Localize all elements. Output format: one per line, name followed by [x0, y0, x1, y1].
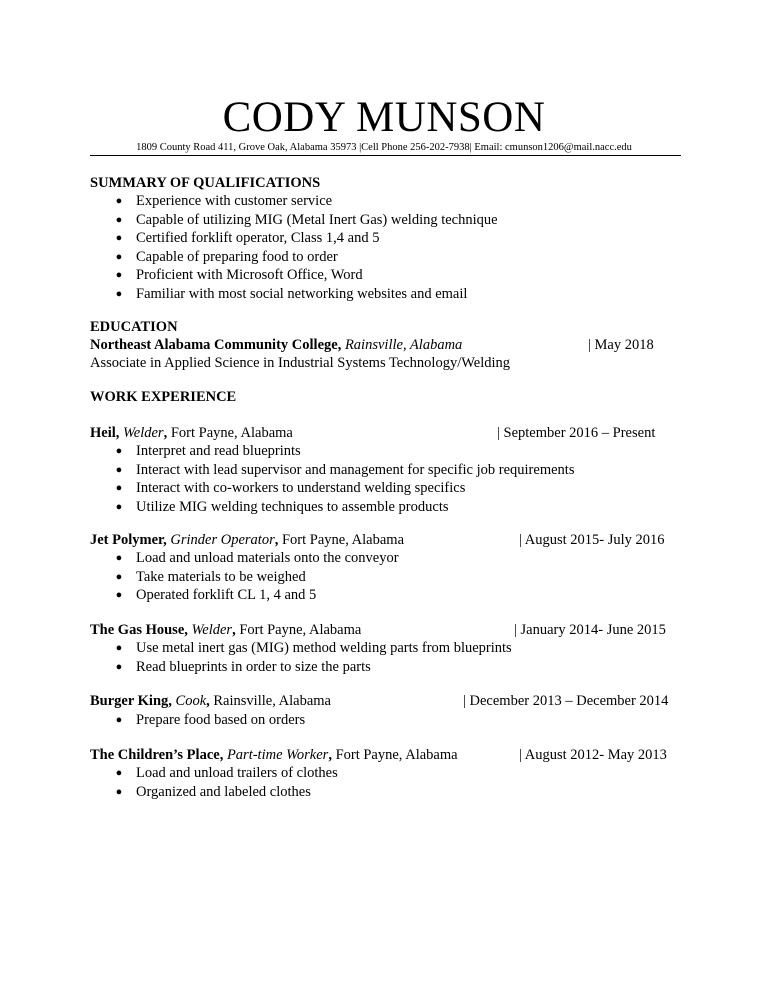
job-title: Cook	[175, 693, 207, 709]
work-heading: WORK EXPERIENCE	[90, 389, 237, 405]
job-employer: Heil,	[90, 425, 120, 441]
header-divider	[90, 155, 681, 156]
summary-heading: SUMMARY OF QUALIFICATIONS	[90, 175, 321, 191]
bullet-icon: ●	[115, 589, 123, 601]
job-date: | August 2012- May 2013	[519, 747, 667, 763]
resume-page: CODY MUNSON 1809 County Road 411, Grove Oak, Alabama 35973 |Cell Phone 256-202-7938| Email: cmunson1206@mail.nacc.edu SUMMARY OF QUALIFICATIONS ● Experience with customer service ● Capable of utilizing MIG (Metal Inert Gas) welding technique ● Certified forklift operator, Class 1,4 and 5 ● Capable of preparing food to order ● Proficient with Microsoft Office, Word ● Familiar with most social networking websites and email EDUCATION Northeast Alabama Community College, Rainsville, Alabama | May 2018 Associate in Applied Science in Industrial Systems Technology/Welding WORK EXPERIENCE Heil, Welder, Fort Payne, Alabama | September 2016 – Present ● Interpret and read blueprints ● Interact with lead supervisor and management for specific job requirements ● Interact with co-workers to understand welding specifics ● Utilize MIG welding techniques to assemble products Jet Polymer, Grinder Operator, Fort Payne, Alabama | August 2015- July 2016 ● Load and unload materials onto the conveyor ● Take materials to be weighed ● Operated forklift CL 1, 4 and 5 The Gas House, Welder, Fort Payne, Alabama | January 2014- June 2015 ● Use metal inert gas (MIG) method welding parts from blueprints ● Read blueprints in order to size the parts Burger King, Cook, Rainsville, Alabama | December 2013 – December 2014 ● Prepare food based on orders The Children’s Place, Part-time Worker, Fort Payne, Alabama | August 2012- May 2013 ● Load and unload trailers of clothes ● Organized and labeled clothes	[0, 0, 768, 994]
job-location: Fort Payne, Alabama	[167, 425, 293, 441]
education-degree: Associate in Applied Science in Industrial Systems Technology/Welding	[90, 355, 510, 371]
bullet-icon: ●	[115, 713, 123, 726]
contact-line: 1809 County Road 411, Grove Oak, Alabama 35973 |Cell Phone 256-202-7938| Email: cmunson1206@mail.nacc.edu	[136, 142, 632, 153]
job-header: The Children’s Place, Part-time Worker, Fort Payne, Alabama	[90, 747, 458, 763]
job-employer: Jet Polymer,	[90, 532, 167, 548]
job-employer: The Gas House,	[90, 622, 188, 638]
job-title: Welder	[191, 622, 233, 638]
bullet-icon: ●	[115, 500, 123, 513]
job-title: Welder	[123, 425, 164, 441]
bullet-icon: ●	[115, 660, 123, 673]
job-header: The Gas House, Welder, Fort Payne, Alabama	[90, 622, 362, 638]
job-date: | September 2016 – Present	[497, 425, 656, 441]
bullet-icon: ●	[115, 642, 123, 654]
bullet-icon: ●	[115, 463, 123, 476]
bullet-icon: ●	[115, 785, 123, 798]
job-employer: Burger King,	[90, 693, 172, 709]
job-date: | December 2013 – December 2014	[463, 693, 669, 709]
education-heading: EDUCATION	[90, 319, 178, 335]
job-header: Burger King, Cook, Rainsville, Alabama	[90, 693, 331, 709]
bullet-icon: ●	[115, 269, 123, 281]
job-location: Fort Payne, Alabama	[278, 532, 405, 548]
job-date: | January 2014- June 2015	[514, 622, 666, 638]
job-title: Grinder Operator	[170, 532, 275, 548]
school-location: Rainsville, Alabama	[344, 337, 463, 353]
bullet-icon: ●	[115, 552, 123, 564]
job-location: Fort Payne, Alabama	[331, 747, 458, 763]
job-title: Part-time Worker	[226, 747, 329, 763]
education-school-line	[90, 336, 462, 354]
applicant-name: CODY MUNSON	[222, 94, 546, 141]
job-header: Heil, Welder, Fort Payne, Alabama	[90, 425, 293, 441]
job-date: | August 2015- July 2016	[519, 532, 665, 548]
job-employer: The Children’s Place,	[90, 747, 224, 763]
job-location: Fort Payne, Alabama	[235, 622, 362, 638]
school-name: Northeast Alabama Community College,	[90, 337, 342, 353]
bullet-icon: ●	[115, 250, 123, 263]
bullet-icon: ●	[115, 232, 123, 244]
bullet-icon: ●	[115, 570, 123, 583]
education-date: | May 2018	[588, 337, 654, 353]
bullet-icon: ●	[115, 195, 123, 207]
bullet-icon: ●	[115, 288, 123, 300]
bullet-icon: ●	[115, 767, 123, 779]
bullet-icon: ●	[115, 213, 123, 226]
job-location: Rainsville, Alabama	[209, 693, 331, 709]
bullet-icon: ●	[115, 445, 123, 457]
job-header: Jet Polymer, Grinder Operator, Fort Payne, Alabama	[90, 532, 405, 548]
bullet-icon: ●	[115, 482, 123, 494]
